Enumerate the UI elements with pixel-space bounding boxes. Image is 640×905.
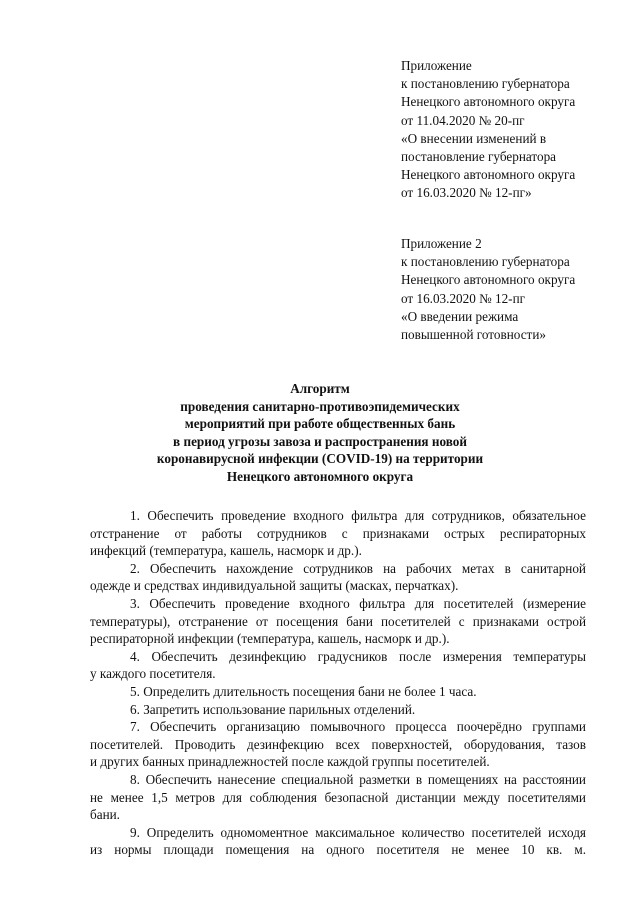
list-item-line: 7. Обеспечить организацию помывочного процесса поочерёдно группами [130,719,586,735]
list-item-line: из нормы площади помещения на одного посетителя не менее 10 кв. м. [90,842,586,858]
list-item-line: респираторной инфекции (температура, кашель, насморк и др.). [90,631,450,647]
list-item-line: одежде и средствах индивидуальной защиты (масках, перчатках). [90,578,459,594]
appendix-2-line: к постановлению губернатора [401,254,570,270]
list-item-line: посетителей. Проводить дезинфекцию всех поверхностей, оборудования, тазов [90,736,586,752]
appendix-1-line: постановление губернатора [401,149,557,165]
appendix-2-line: от 16.03.2020 № 12-пг [401,290,526,306]
appendix-header-2 [401,235,611,344]
title-line: в период угрозы завоза и распространения новой [173,433,467,449]
list-item-line: 4. Обеспечить дезинфекцию градусников после измерения температуры [130,648,586,664]
list-item-line: бани. [90,807,120,823]
appendix-1-line: от 16.03.2020 № 12-пг» [401,185,532,201]
list-item-line: у каждого посетителя. [90,666,216,682]
list-item-line: 8. Обеспечить нанесение специальной разметки в помещениях на расстоянии [130,771,586,787]
appendix-1-line: к постановлению губернатора [401,76,570,92]
list-item [90,718,586,771]
list-item-line: 1. Обеспечить проведение входного фильтра для сотрудников, обязательное [130,508,586,523]
appendix-1-line: от 11.04.2020 № 20-пг [401,112,525,128]
list-item [90,507,586,560]
list-item-line: 6. Запретить использование парильных отделений. [130,701,416,717]
appendix-2-line: Ненецкого автономного округа [401,272,576,288]
list-item-line: 3. Обеспечить проведение входного фильтра для посетителей (измерение [130,595,586,611]
list-item-line: отстранение от работы сотрудников с признаками острых респираторных [90,525,586,541]
list-item [90,771,586,824]
appendix-2-line: Приложение 2 [401,236,482,251]
title-line: мероприятий при работе общественных бань [184,416,456,432]
list-item [90,824,586,859]
list-item-line: температуры), отстранение от посещения бани посетителей с признаками острой [90,613,586,629]
list-item-line: не менее 1,5 метров для соблюдения безопасной дистанции между посетителями [90,789,586,805]
document-body [90,507,586,859]
list-item-line: и других банных принадлежностей после каждой группы посетителей. [90,754,490,770]
list-item-line: 9. Определить одномоментное максимальное количество посетителей исходя [130,824,586,840]
title-line: проведения санитарно-противоэпидемических [180,398,460,414]
list-item [90,701,586,719]
list-item-line: 2. Обеспечить нахождение сотрудников на рабочих метах в санитарной [130,560,586,576]
appendix-1-line: Приложение [401,58,472,73]
appendix-header-1 [401,57,611,203]
document-title [90,380,550,486]
appendix-1-line: Ненецкого автономного округа [401,94,576,110]
appendix-2-line: повышенной готовности» [401,327,546,343]
list-item [90,648,586,683]
title-line: Ненецкого автономного округа [226,468,414,484]
appendix-2-line: «О введении режима [401,308,519,324]
list-item-line: 5. Определить длительность посещения бани не более 1 часа. [130,683,477,699]
title-line: коронавирусной инфекции (COVID-19) на территории [156,451,484,467]
list-item-line: инфекций (температура, кашель, насморк и др.). [90,543,362,559]
list-item [90,595,586,648]
list-item [90,683,586,701]
title-line: Алгоритм [290,381,350,396]
list-item [90,560,586,595]
appendix-1-line: Ненецкого автономного округа [401,167,576,183]
appendix-1-line: «О внесении изменений в [401,130,547,146]
